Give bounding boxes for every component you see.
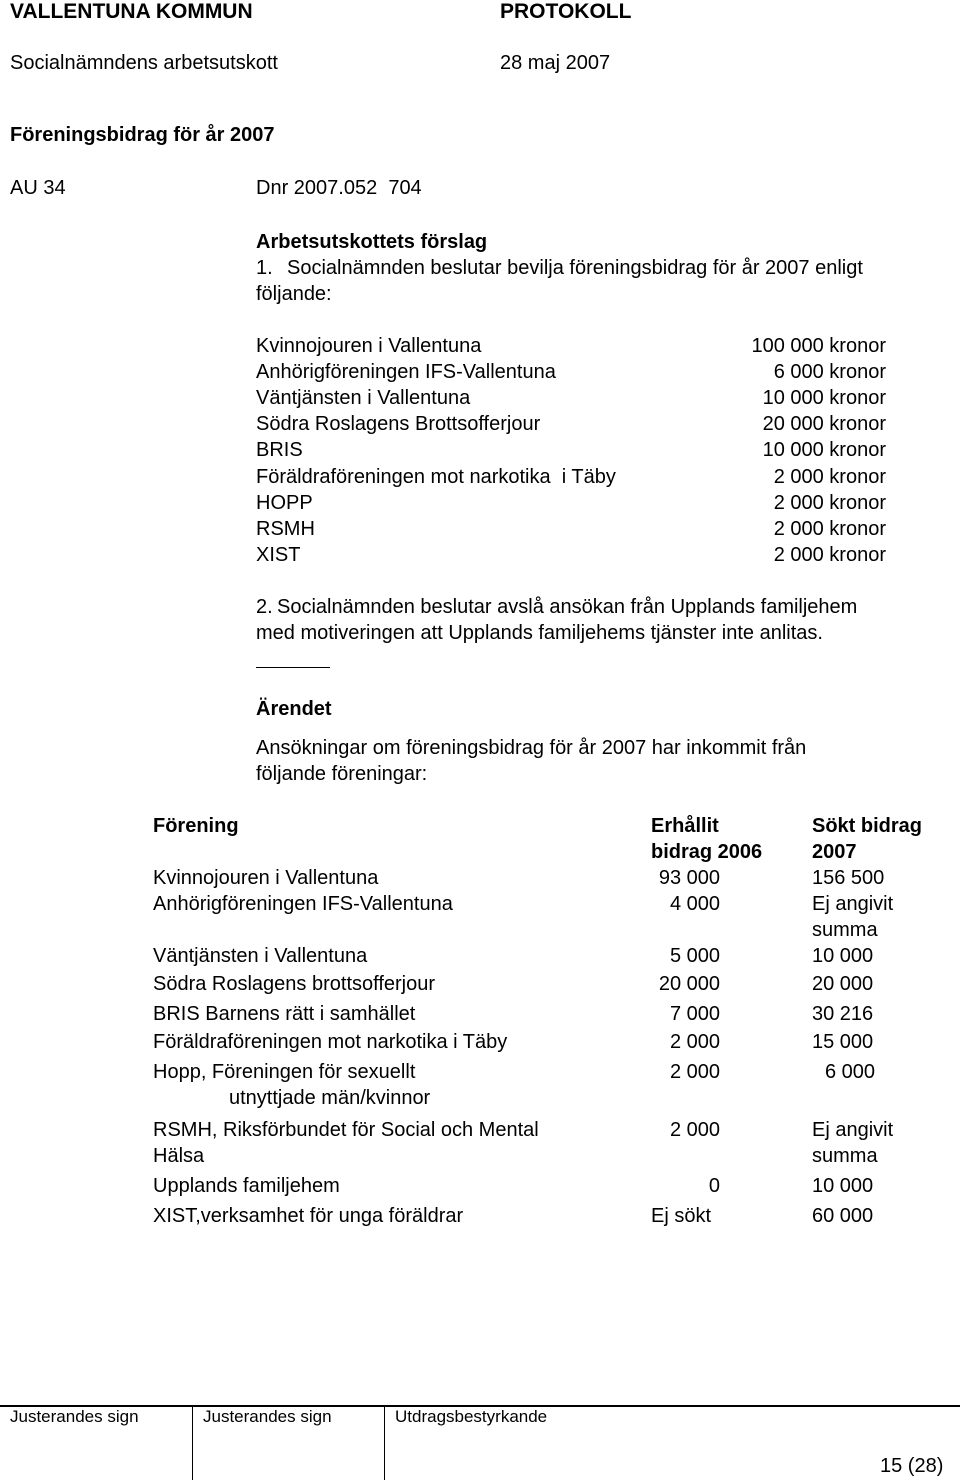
matter-intro-line1: Ansökningar om föreningsbidrag för år 2007 har inkommit från (256, 737, 807, 759)
row-applied-2007: Ej angivit (812, 893, 894, 915)
dnr-number: Dnr 2007.052 704 (256, 177, 422, 199)
row-applied-2007: 30 216 (812, 1003, 874, 1025)
item1-text-line1: Socialnämnden beslutar bevilja föreningsbidrag för år 2007 enligt (287, 257, 863, 279)
proposal-heading: Arbetsutskottets förslag (256, 231, 488, 253)
grant-name: HOPP (256, 492, 313, 514)
row-received-2006: 93 000 (658, 867, 720, 889)
row-received-2006: 2 000 (669, 1061, 720, 1083)
row-association-name: Södra Roslagens brottsofferjour (153, 973, 436, 995)
col-header-applied-1: Sökt bidrag (812, 815, 923, 837)
row-applied-2007: 10 000 (812, 1175, 874, 1197)
row-received-2006: 2 000 (669, 1031, 720, 1053)
grant-amount: 2 000 kronor (773, 466, 886, 488)
row-association-name: BRIS Barnens rätt i samhället (153, 1003, 416, 1025)
grant-amount: 100 000 kronor (751, 335, 886, 357)
col-header-received-2: bidrag 2006 (651, 841, 763, 863)
row-applied-2007: 6 000 (825, 1061, 876, 1083)
row-received-2006: 7 000 (669, 1003, 720, 1025)
grant-amount: 6 000 kronor (773, 361, 886, 383)
matter-heading: Ärendet (256, 698, 332, 720)
au-number: AU 34 (10, 177, 66, 199)
row-applied-2007: 20 000 (812, 973, 874, 995)
row-association-name: Kvinnojouren i Vallentuna (153, 867, 379, 889)
doc-type: PROTOKOLL (500, 0, 632, 23)
row-received-2006: 2 000 (669, 1119, 720, 1141)
item2-text-line1: Socialnämnden beslutar avslå ansökan från Upplands familjehem (277, 596, 858, 618)
grant-name: RSMH (256, 518, 315, 540)
footer-extract-label: Utdragsbestyrkande (395, 1407, 548, 1426)
row-association-name: Föräldraföreningen mot narkotika i Täby (153, 1031, 508, 1053)
grant-name: Kvinnojouren i Vallentuna (256, 335, 482, 357)
col-header-forening: Förening (153, 815, 239, 837)
separator-line (256, 667, 330, 668)
item2-number: 2. (256, 596, 273, 618)
committee-name: Socialnämndens arbetsutskott (10, 52, 278, 74)
row-association-name-cont: Hälsa (153, 1145, 205, 1167)
footer-sign2-cell (192, 1407, 384, 1480)
grant-amount: 2 000 kronor (773, 518, 886, 540)
row-association-name: Anhörigföreningen IFS-Vallentuna (153, 893, 453, 915)
matter-intro-line2: följande föreningar: (256, 763, 428, 785)
row-applied-2007-cont: summa (812, 1145, 878, 1167)
row-applied-2007: 60 000 (812, 1205, 874, 1227)
grant-name: BRIS (256, 439, 303, 461)
grant-amount: 10 000 kronor (762, 439, 886, 461)
row-received-2006: 4 000 (669, 893, 720, 915)
grant-name: Väntjänsten i Vallentuna (256, 387, 471, 409)
row-association-name-cont: utnyttjade män/kvinnor (229, 1087, 431, 1109)
footer-sign1-label: Justerandes sign (10, 1407, 139, 1426)
item2-text-line2: med motiveringen att Upplands familjehems tjänster inte anlitas. (256, 622, 823, 644)
row-association-name: Upplands familjehem (153, 1175, 340, 1197)
row-association-name: Väntjänsten i Vallentuna (153, 945, 368, 967)
grant-name: XIST (256, 544, 301, 566)
org-name: VALLENTUNA KOMMUN (10, 0, 253, 23)
grant-amount: 10 000 kronor (762, 387, 886, 409)
row-association-name: RSMH, Riksförbundet för Social och Mental (153, 1119, 539, 1141)
item1-number: 1. (256, 257, 273, 279)
row-applied-2007-cont: summa (812, 919, 878, 941)
grant-amount: 2 000 kronor (773, 544, 886, 566)
row-received-2006: Ej sökt (651, 1205, 712, 1227)
meeting-date: 28 maj 2007 (500, 52, 611, 74)
row-applied-2007: 156 500 (812, 867, 885, 889)
row-received-2006: 5 000 (669, 945, 720, 967)
row-association-name: XIST,verksamhet för unga föräldrar (153, 1205, 464, 1227)
row-applied-2007: 15 000 (812, 1031, 874, 1053)
row-received-2006: 0 (708, 1175, 720, 1197)
footer-sign2-label: Justerandes sign (203, 1407, 332, 1426)
row-applied-2007: Ej angivit (812, 1119, 894, 1141)
item1-text-line2: följande: (256, 283, 332, 305)
page-title: Föreningsbidrag för år 2007 (10, 124, 275, 146)
grant-amount: 20 000 kronor (762, 413, 886, 435)
col-header-applied-2: 2007 (812, 841, 857, 863)
grant-name: Anhörigföreningen IFS-Vallentuna (256, 361, 556, 383)
row-received-2006: 20 000 (658, 973, 720, 995)
grant-amount: 2 000 kronor (773, 492, 886, 514)
col-header-received-1: Erhållit (651, 815, 719, 837)
row-applied-2007: 10 000 (812, 945, 874, 967)
grant-name: Södra Roslagens Brottsofferjour (256, 413, 541, 435)
footer-sign1-cell (0, 1407, 192, 1480)
row-association-name: Hopp, Föreningen för sexuellt (153, 1061, 416, 1083)
footer-extract-cell (384, 1407, 960, 1480)
page-number: 15 (28) (880, 1455, 944, 1477)
grant-name: Föräldraföreningen mot narkotika i Täby (256, 466, 616, 488)
